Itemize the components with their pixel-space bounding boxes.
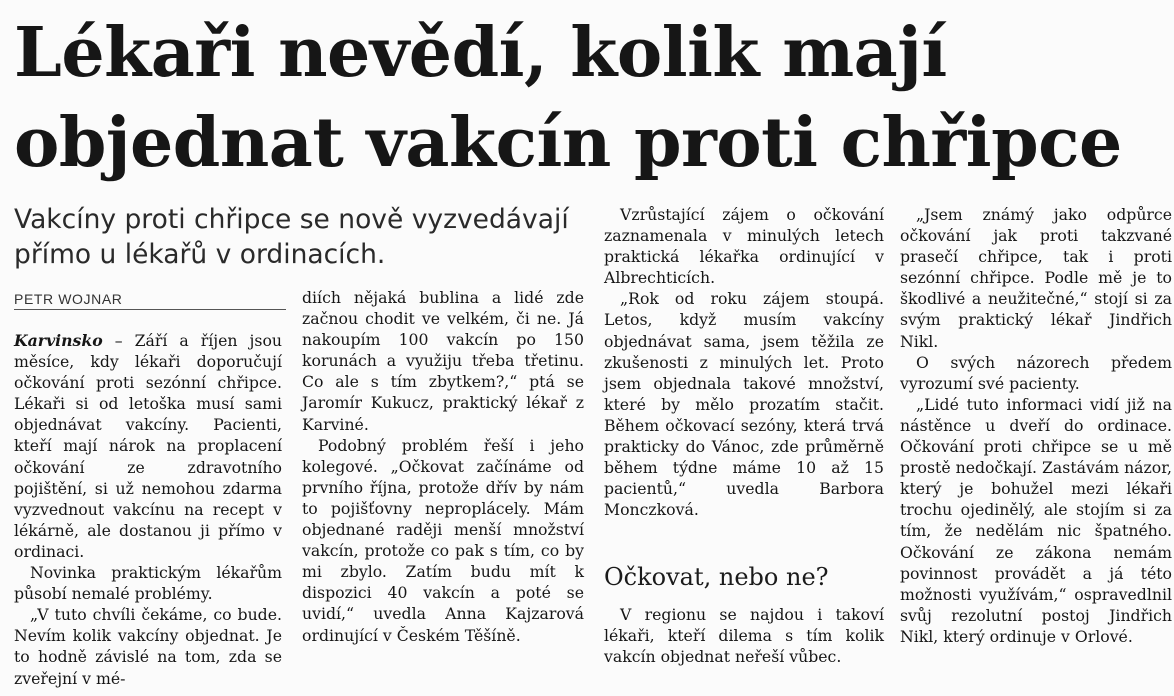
subheadline	[14, 202, 589, 272]
paragraph: diích nějaká bublina a lidé zde začnou chodit ve velkém, či ne. Já nakoupím 100 vakcín po 150 korunách a využiju třeba třetinu. Co ale s tím zbytkem?,“ ptá se Jaromír Kukucz, praktický lékař z Karviné.	[302, 288, 584, 434]
paragraph: Vzrůstající zájem o očkování zaznamenala v minulých letech praktická lékařka ordinující v Albrechticích.	[604, 205, 884, 288]
paragraph: Podobný problém řeší i jeho kolegové. „Očkovat začínáme od prvního října, protože dřív by nám to pojišťovny neproplácely. Mám objednané raději menší množství vakcín, protože co pak s tím, co by mi zbylo. Zatím budu mít k dispozici 40 vakcín a poté se uvidí,“ uvedla Anna Kajzarová ordinující v Českém Těšíně.	[302, 435, 584, 645]
paragraph	[14, 330, 282, 562]
byline: PETR WOJNAR	[14, 291, 286, 310]
paragraph: „Jsem známý jako odpůrce očkování jak proti takzvané prasečí chřipce, tak i proti sezónní chřipce. Podle mě je to škodlivé a neužitečné,“ stojí si za svým praktický lékař Jindřich Nikl.	[900, 205, 1172, 351]
subheadline-line-2: přímo u lékařů v ordinacích.	[14, 239, 386, 270]
section-heading: Očkovat, nebo ne?	[604, 563, 829, 591]
paragraph: „Rok od roku zájem stoupá. Letos, když musím vakcíny objednávat sama, jsem těžila ze zkušenosti z minulých let. Proto jsem objednala takové množství, které by mělo prozatím stačit. Během očkovací sezóny, která trvá prakticky do Vánoc, zde průměrně během týdne máme 10 až 15 pacientů,“ uvedla Barbora Monczková.	[604, 289, 884, 520]
column-3	[604, 204, 884, 520]
paragraph: „V tuto chvíli čekáme, co bude. Nevím kolik vakcíny objednat. Je to hodně závislé na tom, zda se zveřejní v mé-	[14, 605, 282, 688]
paragraph: O svých názorech předem vyrozumí své pacienty.	[900, 352, 1172, 393]
headline	[14, 8, 1170, 188]
column-2	[302, 287, 584, 646]
paragraph: „Lidé tuto informaci vidí již na nástěnce u dveří do ordinace. Očkování proti chřipce se u mě prostě nedočkají. Zastávám názor, který je bohužel mezi lékaři trochu ojedinělý, ale stojím si za tím, že nedělám nic špatného. Očkování ze zákona nemám povinnost provádět a já této možnosti využívám,“ ospravedlnil svůj rezolutní postoj Jindřich Nikl, který ordinuje v Orlové.	[900, 394, 1172, 646]
paragraph: V regionu se najdou i takoví lékaři, kteří dilema s tím kolik vakcín objednat neřeší vůbec.	[604, 605, 884, 667]
headline-line-2: objednat vakcín proti chřipce	[14, 103, 1122, 183]
column-1	[14, 330, 282, 689]
column-4	[900, 204, 1172, 647]
paragraph: Novinka praktickým lékařům působí nemalé problémy.	[14, 563, 282, 604]
subheadline-line-1: Vakcíny proti chřipce se nově vyzvedávají	[14, 204, 569, 235]
paragraph-text: – Září a říjen jsou měsíce, kdy lékaři doporučují očkování proti sezónní chřipce. Lékaři si od letoška musí sami objednávat vakcíny. Pacienti, kteří mají nárok na proplacení očkování ze zdravotního pojištění, si už nemohou zdarma vyzvednout vakcínu na recept v lékárně, ale dostanou ji přímo v ordinaci.	[14, 331, 282, 561]
dateline: Karvinsko	[14, 331, 103, 350]
column-3-continued	[604, 604, 884, 667]
headline-line-1: Lékaři nevědí, kolik mají	[14, 13, 947, 93]
